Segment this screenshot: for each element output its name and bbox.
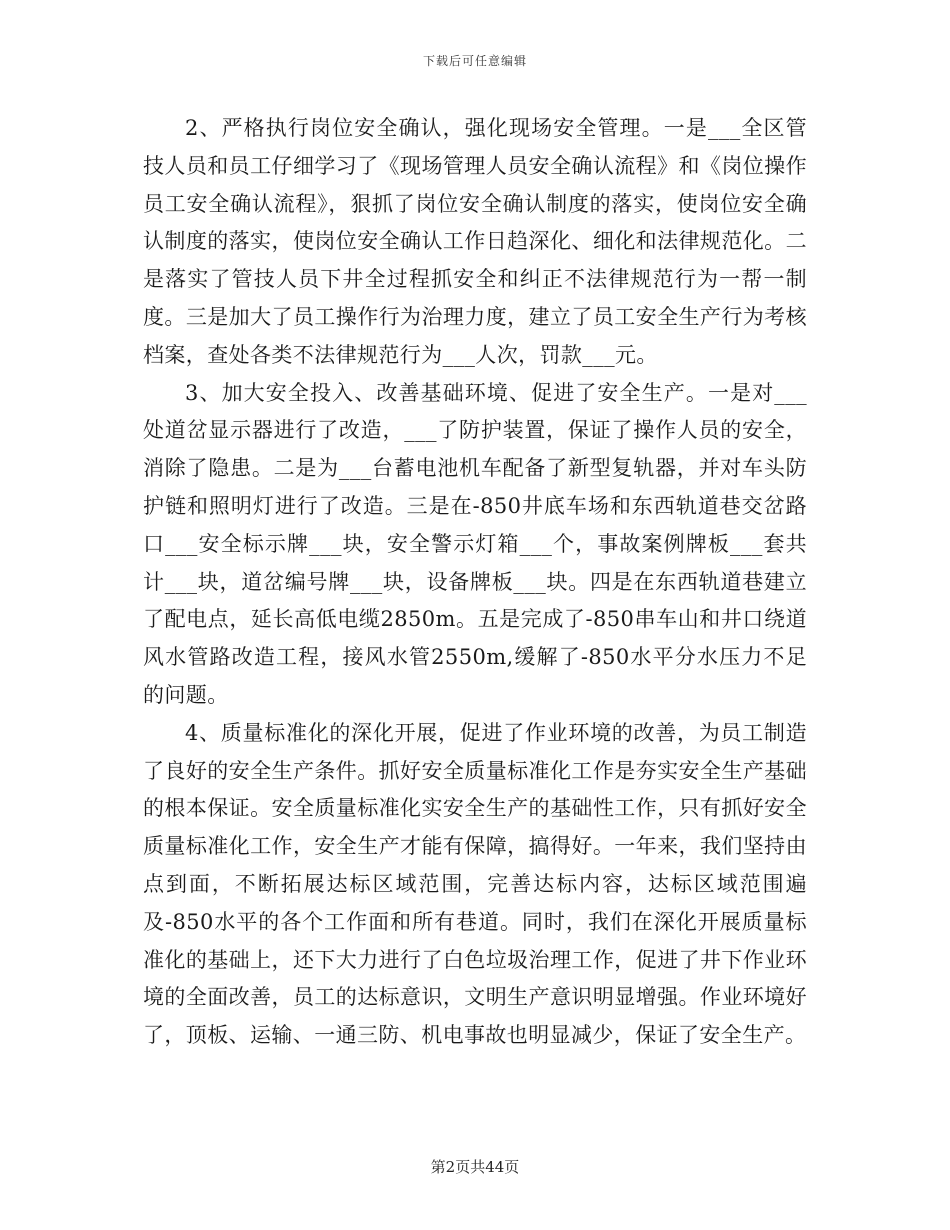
- paragraph-item-4: 4、质量标准化的深化开展，促进了作业环境的改善，为员工制造了良好的安全生产条件。抓好安全质量标准化工作是夯实安全生产基础的根本保证。安全质量标准化实安全生产的基础性工作，只有抓好安全质量标准化工作，安全生产才能有保障，搞得好。一年来，我们坚持由点到面，不断拓展达标区域范围，完善达标内容，达标区域范围遍及-850水平的各个工作面和所有巷道。同时，我们在深化开展质量标准化的基础上，还下大力进行了白色垃圾治理工作，促进了井下作业环境的全面改善，员工的达标意识，文明生产意识明显增强。作业环境好了，顶板、运输、一通三防、机电事故也明显减少，保证了安全生产。: [143, 720, 807, 1048]
- paragraph-item-2: 2、严格执行岗位安全确认，强化现场安全管理。一是___全区管技人员和员工仔细学习了《现场管理人员安全确认流程》和《岗位操作员工安全确认流程》，狠抓了岗位安全确认制度的落实，使岗位安全确认制度的落实，使岗位安全确认工作日趋深化、细化和法律规范化。二是落实了管技人员下井全过程抓安全和纠正不法律规范行为一帮一制度。三是加大了员工操作行为治理力度，建立了员工安全生产行为考核档案，查处各类不法律规范行为___人次，罚款___元。: [143, 116, 807, 367]
- page-footer: 第2页共44页: [430, 1158, 520, 1176]
- paragraph-item-3: 3、加大安全投入、改善基础环境、促进了安全生产。一是对___处道岔显示器进行了改造，___了防护装置，保证了操作人员的安全，消除了隐患。二是为___台蓄电池机车配备了新型复轨器，并对车头防护链和照明灯进行了改造。三是在-850井底车场和东西轨道巷交岔路口___安全标示牌___块，安全警示灯箱___个，事故案例牌板___套共计___块，道岔编号牌___块，设备牌板___块。四是在东西轨道巷建立了配电点，延长高低电缆2850m。五是完成了-850串车山和井口绕道风水管路改造工程，接风水管2550m,缓解了-850水平分水压力不足的问题。: [143, 380, 807, 707]
- page-header: 下载后可任意编辑: [422, 54, 527, 68]
- document-body: [143, 110, 807, 1055]
